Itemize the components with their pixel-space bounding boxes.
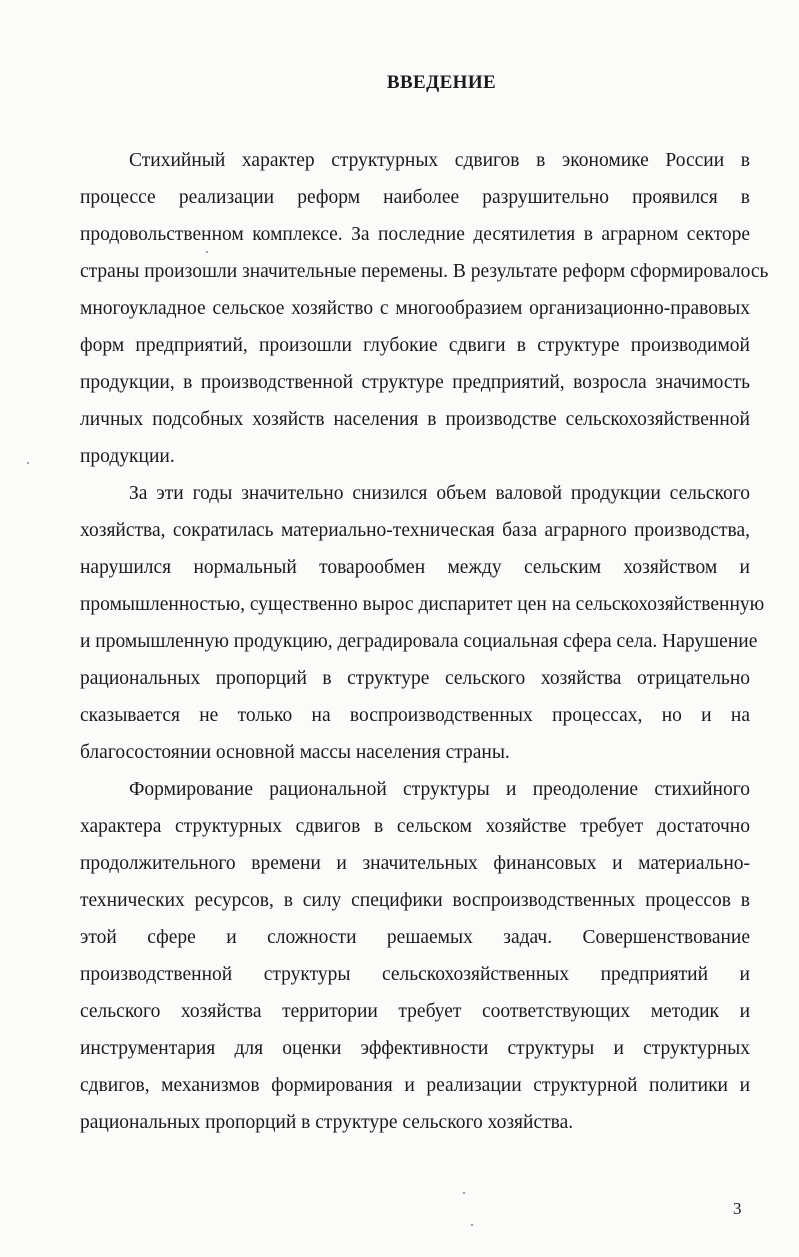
scan-speck [206,251,208,253]
text-line: промышленностью, существенно вырос диспаритет цен на сельскохозяйственную [80,594,765,615]
text-line: характера структурных сдвигов в сельском хозяйстве требует достаточно [80,816,750,837]
text-line: технических ресурсов, в силу специфики воспроизводственных процессов в [80,890,750,911]
text-line: страны произошли значительные перемены. В результате реформ сформировалось [80,261,769,282]
text-line: За эти годы значительно снизился объем валовой продукции сельского [129,483,750,504]
text-line: рациональных пропорций в структуре сельского хозяйства. [80,1112,574,1133]
text-line: инструментария для оценки эффективности структуры и структурных [80,1038,750,1059]
text-line: продукции, в производственной структуре предприятий, возросла значимость [80,372,750,393]
text-line: хозяйства, сократилась материально-техническая база аграрного производства, [80,520,750,541]
text-line: личных подсобных хозяйств населения в производстве сельскохозяйственной [80,409,750,430]
text-line: Стихийный характер структурных сдвигов в экономике России в [129,150,750,171]
text-line: продукции. [80,446,175,467]
text-line: Формирование рациональной структуры и преодоление стихийного [129,779,750,800]
text-line: нарушился нормальный товарообмен между сельским хозяйством и [80,557,750,578]
scan-speck [463,1192,465,1194]
text-line: этой сфере и сложности решаемых задач. Совершенствование [80,927,750,948]
scan-speck [27,462,29,464]
page-number: 3 [733,1199,742,1218]
text-line: сельского хозяйства территории требует соответствующих методик и [80,1001,750,1022]
text-line: продолжительного времени и значительных финансовых и материально- [80,853,750,874]
text-line: производственной структуры сельскохозяйственных предприятий и [80,964,750,985]
text-line: сдвигов, механизмов формирования и реализации структурной политики и [80,1075,750,1096]
text-line: форм предприятий, произошли глубокие сдвиги в структуре производимой [80,335,750,356]
text-line: рациональных пропорций в структуре сельского хозяйства отрицательно [80,668,750,689]
text-line: и промышленную продукцию, деградировала социальная сфера села. Нарушение [80,631,758,652]
text-line: благосостоянии основной массы населения страны. [80,742,510,763]
scan-speck [471,1224,473,1226]
page-title: ВВЕДЕНИЕ [386,72,497,93]
text-line: продовольственном комплексе. За последние десятилетия в аграрном секторе [80,224,750,245]
text-line: процессе реализации реформ наиболее разрушительно проявился в [80,187,750,208]
text-line: сказывается не только на воспроизводственных процессах, но и на [80,705,750,726]
text-line: многоукладное сельское хозяйство с многообразием организационно-правовых [80,298,750,319]
